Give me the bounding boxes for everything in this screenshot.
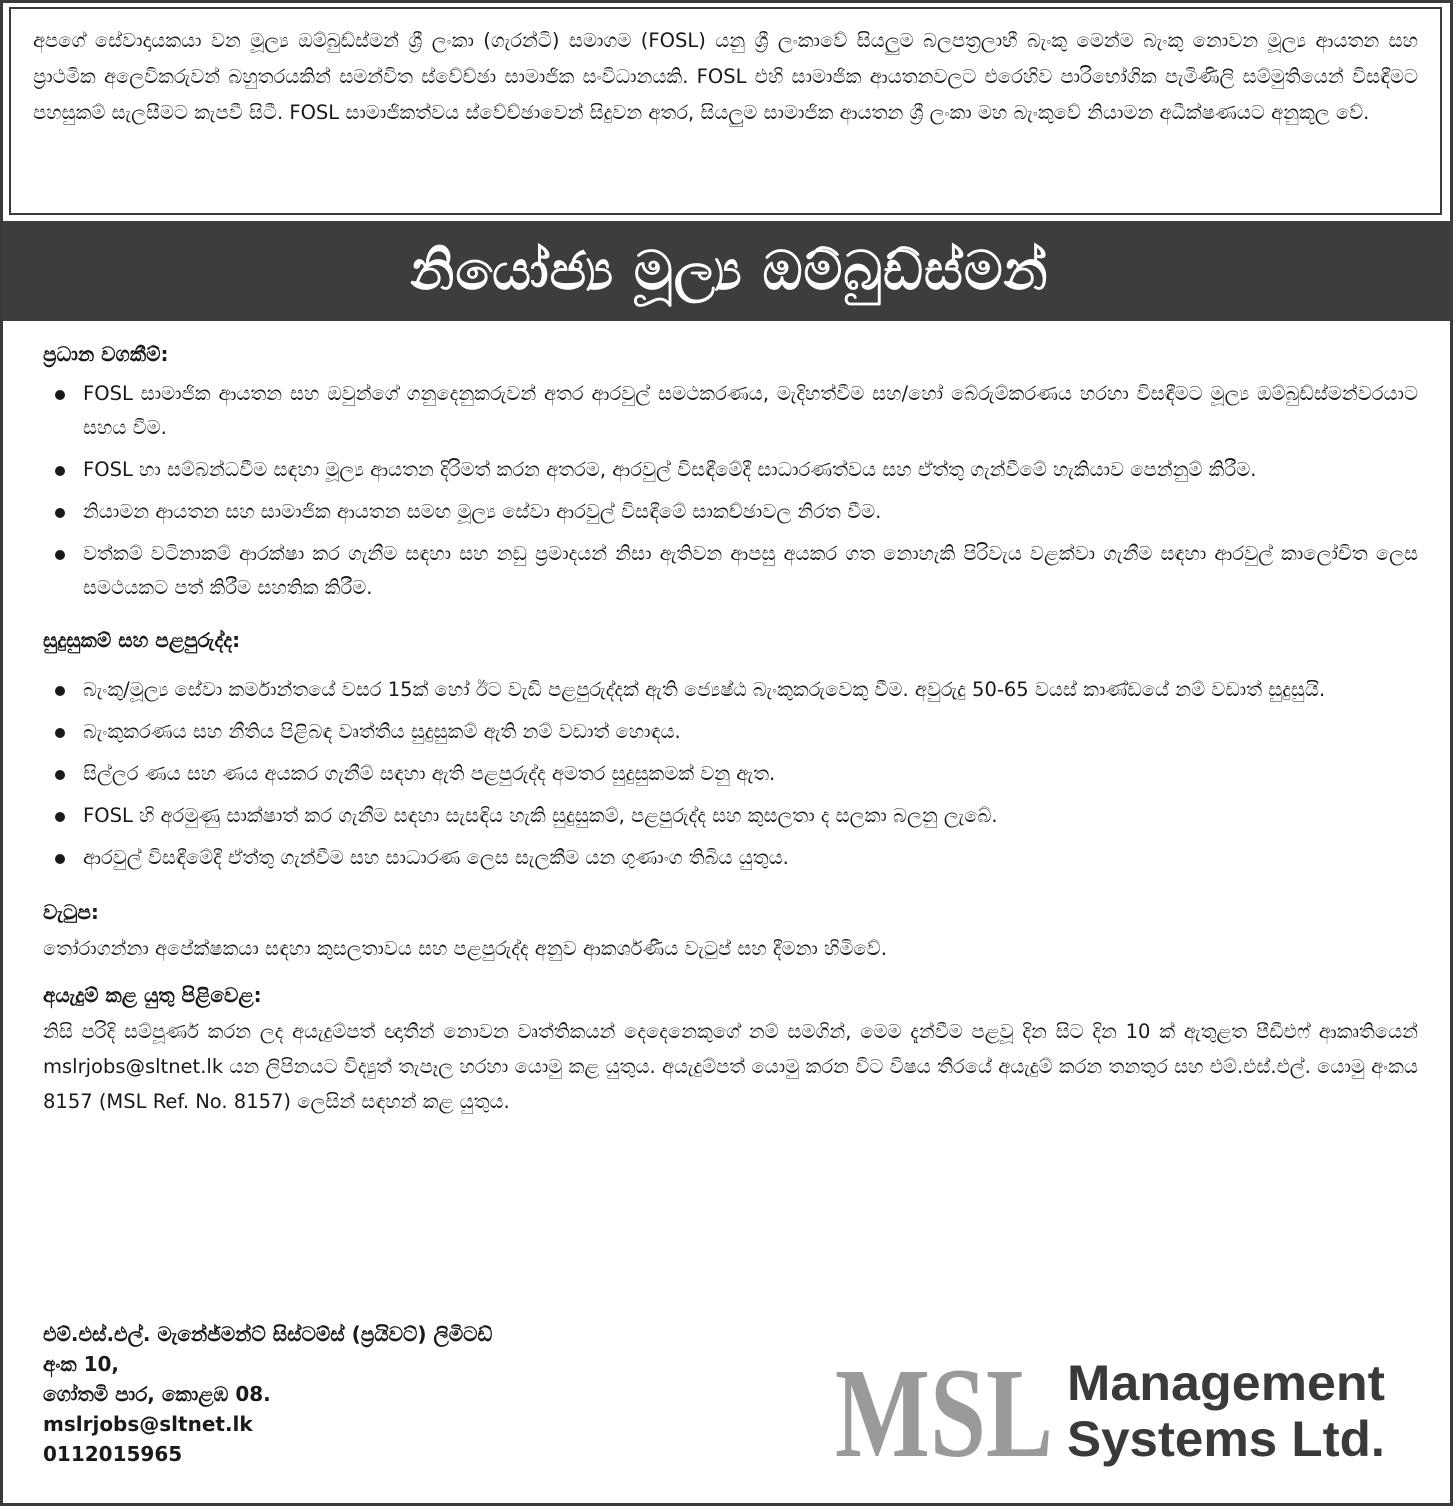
list-item: FOSL හා සම්බන්ධවීම සඳහා මූල්‍ය ආයතන දිරිමත් කරන අතරම, ආරවුල් විසඳීමේදී සාධාරණත්වය සහ ඒත්තු ගැන්වීමේ හැකියාව පෙන්නුම් කිරීම. — [43, 453, 1418, 487]
logo-text-systems: Systems Ltd. — [1067, 1411, 1385, 1467]
list-item: බැංකුකරණය සහ නීතිය පිළිබඳ වෘත්තීය සුදුසුකම් ඇති නම් වඩාත් හොඳය. — [43, 715, 1418, 749]
intro-box — [9, 7, 1442, 215]
msl-logo — [835, 1348, 1395, 1468]
duties-list — [43, 377, 1418, 605]
job-title: නියෝජ්‍ය මූල්‍ය ඔම්බුඩ්ස්මන් — [410, 239, 1049, 302]
bullet-icon — [55, 686, 65, 696]
bullet-icon — [55, 728, 65, 738]
bullet-icon — [55, 466, 65, 476]
list-item: බැංකු/මූල්‍ය සේවා කර්මාන්තයේ වසර 15ක් හෝ ඊට වැඩි පළපුරුද්දක් ඇති ජ්‍යෙෂ්ඨ බැංකුකරුවෙකු වීම. අවුරුදු 50-65 වයස් කාණ්ඩයේ නම් වඩාත් සුදුසුයි. — [43, 673, 1418, 707]
salary-text: තෝරාගන්නා අපේක්ෂකයා සඳහා කුසලතාවය සහ පළපුරුද්ද අනුව ආකර්ශණීය වැටුප් සහ දීමනා හිමිවේ. — [43, 937, 887, 960]
logo-mark: MSL — [835, 1348, 1053, 1468]
contact-phone: 0112015965 — [43, 1442, 183, 1466]
title-banner — [3, 221, 1453, 321]
duties-heading: ප්‍රධාන වගකීම්: — [43, 342, 169, 366]
list-item: නියාමන ආයතන සහ සාමාජික ආයතන සමඟ මූල්‍ය සේවා ආරවුල් විසඳීමේ සාකච්ඡාවල නිරත වීම. — [43, 495, 1418, 529]
main-content — [43, 339, 1418, 1119]
contact-email: mslrjobs@sltnet.lk — [43, 1412, 253, 1436]
logo-text-management: Management — [1067, 1355, 1386, 1411]
salary-heading: වැටුප: — [43, 900, 99, 924]
bullet-icon — [55, 390, 65, 400]
qualifications-list — [43, 673, 1418, 875]
apply-heading: අයැදුම් කළ යුතු පිළිවෙළ: — [43, 983, 262, 1007]
list-item: සිල්ලර ණය සහ ණය අයකර ගැනීම් සඳහා ඇති පළපුරුද්ද අමතර සුදුසුකමක් වනු ඇත. — [43, 757, 1418, 791]
bullet-icon — [55, 550, 65, 560]
bullet-icon — [55, 508, 65, 518]
list-item: වත්කම් වටිනාකම් ආරක්ෂා කර ගැනීම සඳහා සහ නඩු ප්‍රමාදයන් නිසා ඇතිවන ආපසු අයකර ගත නොහැකි පිරිවැය වළක්වා ගැනීම සඳහා ආරවුල් කාලෝචිත ලෙස සමථයකට පත් කිරීම සහතික කිරීම. — [43, 537, 1418, 605]
bullet-icon — [55, 854, 65, 864]
address-line-1: අංක 10, — [43, 1352, 120, 1376]
list-item: FOSL සාමාජික ආයතන සහ ඔවුන්ගේ ගනුදෙනුකරුවන් අතර ආරවුල් සමථකරණය, මැදිහත්වීම සහ/හෝ බේරුම්කරණය හරහා විසඳීමට මූල්‍ය ඔම්බුඩ්ස්මන්වරයාට සහය වීම. — [43, 377, 1418, 445]
qualifications-heading: සුදුසුකම් සහ පළපුරුද්ද: — [43, 628, 241, 652]
address-line-2: ගෝතමි පාර, කොළඹ 08. — [43, 1382, 271, 1406]
intro-text: අපගේ සේවාදායකයා වන මූල්‍ය ඔම්බුඩ්ස්මන් ශ්‍රී ලංකා (ගැරන්ටි) සමාගම (FOSL) යනු ශ්‍රී ලංකාවේ සියලුම බලපත්‍රලාභී බැංකු මෙන්ම බැංකු නොවන මූල්‍ය ආයතන සහ ප්‍රාථමික අලෙවිකරුවන් බහුතරයකින් සමන්විත ස්වේච්ඡා සාමාජික සංවිධානයකි. FOSL එහි සාමාජික ආයතනවලට එරෙහිව පාරිභෝගික පැමිණිලි සම්මුතියෙන් විසඳීමට පහසුකම් සැලසීමට කැපවී සිටී. FOSL සාමාජිකත්වය ස්වේච්ඡාවෙන් සිදුවන අතර, සියලුම සාමාජික ආයතන ශ්‍රී ලංකා මහ බැංකුවේ නියාමන අධීක්ෂණයට අනුකූල වේ. — [33, 29, 1418, 124]
bullet-icon — [55, 770, 65, 780]
company-name: එම්.එස්.එල්. මැනේජ්මන්ට් සිස්ටම්ස් (ප්‍රයිවට්) ලිමිටඩ් — [43, 1322, 493, 1346]
bullet-icon — [55, 812, 65, 822]
list-item: FOSL හි අරමුණු සාක්ෂාත් කර ගැනීම සඳහා සැසඳිය හැකි සුදුසුකම්, පළපුරුද්ද සහ කුසලතා ද සලකා බලනු ලැබේ. — [43, 799, 1418, 833]
list-item: ආරවුල් විසඳීමේදී ඒත්තු ගැන්වීම සහ සාධාරණ ලෙස සැලකීම යන ගුණාංග තිබිය යුතුය. — [43, 841, 1418, 875]
apply-text: නිසි පරිදි සම්පූර්ණ කරන ලද අයැදුම්පත් ඥාතීන් නොවන වෘත්තිකයන් දෙදෙනෙකුගේ නම් සමගින්, මෙම දැන්වීම පළවූ දින සිට දින 10 ක් ඇතුළත පීඩීඑෆ් ආකෘතියෙන් mslrjobs@sltnet.lk යන ලිපිනයට විද්‍යුත් තැපෑල හරහා යොමු කළ යුතුය. අයැදුම්පත් යොමු කරන විට විෂය තීරයේ අයැදුම් කරන තනතුර සහ එම්.එස්.එල්. යොමු අංකය 8157 (MSL Ref. No. 8157) ලෙසින් සඳහන් කළ යුතුය. — [43, 1020, 1418, 1113]
company-address — [43, 1319, 492, 1469]
